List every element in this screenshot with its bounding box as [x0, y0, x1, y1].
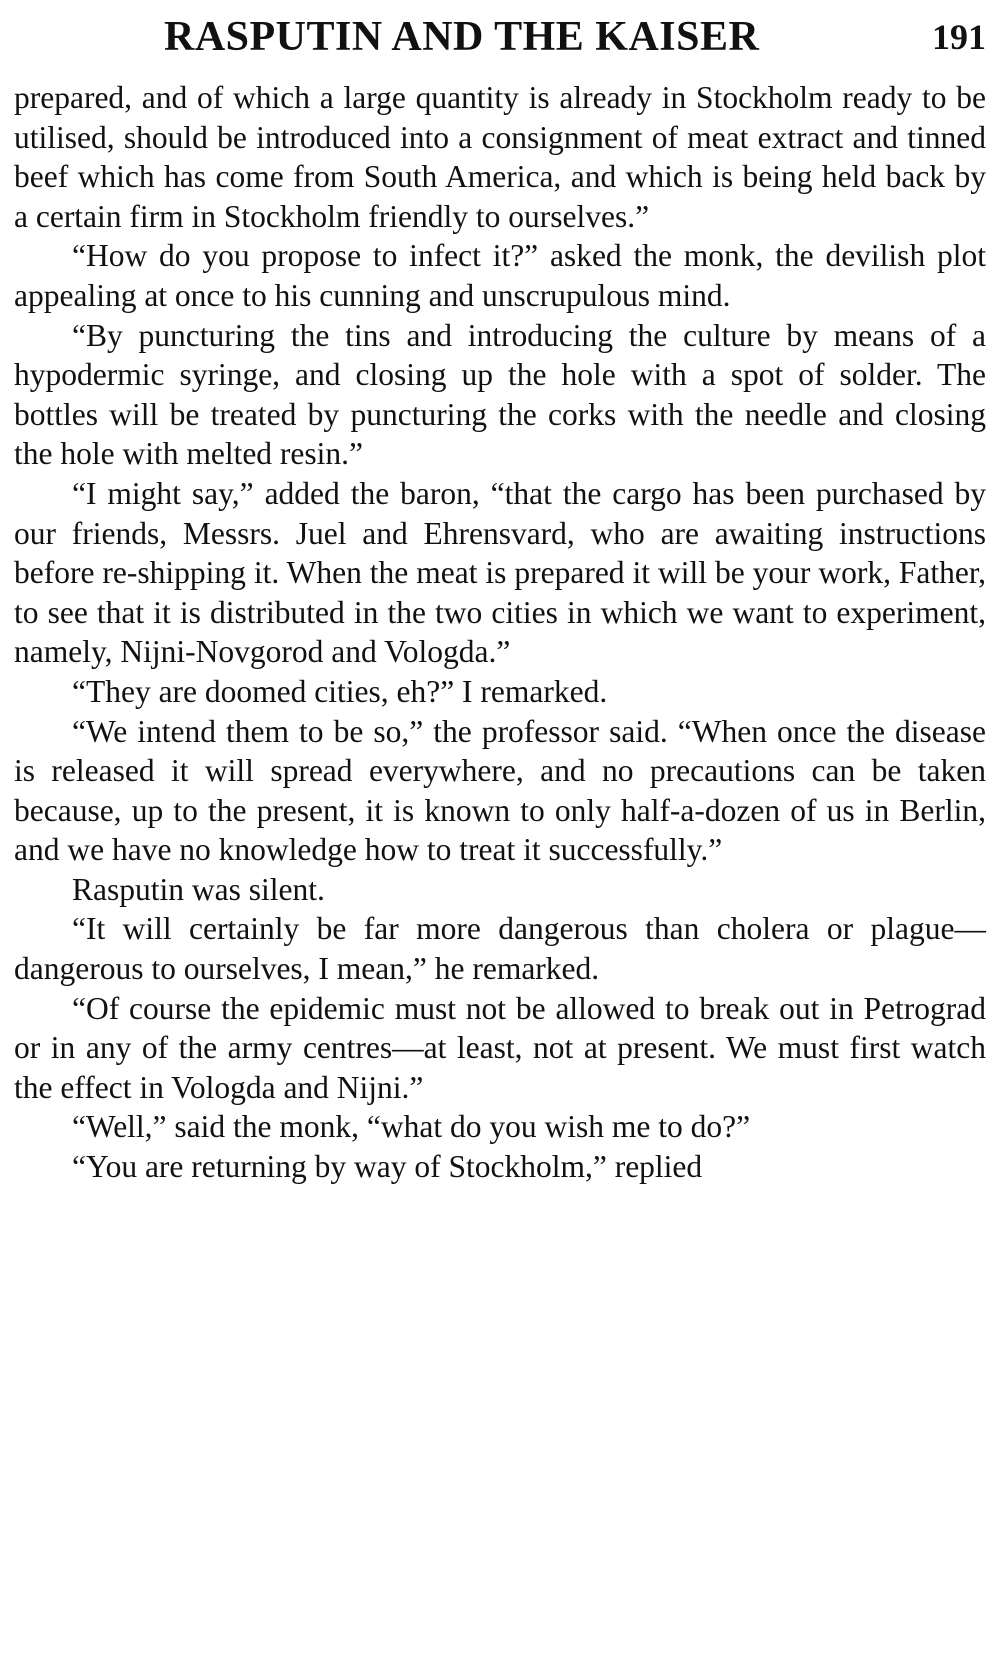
body-text [14, 78, 986, 1187]
paragraph: “We intend them to be so,” the professor said. “When once the disease is released it will spread everywhere, and no precautions can be taken because, up to the present, it is known to only half-a-dozen of us in Berlin, and we have no knowledge how to treat it successfully.” [14, 713, 986, 868]
paragraph: prepared, and of which a large quantity is already in Stockholm ready to be utilised, should be introduced into a consignment of meat extract and tinned beef which has come from South America, and which is being held back by a certain firm in Stockholm friendly to ourselves.” [14, 80, 986, 234]
paragraph: Rasputin was silent. [72, 871, 325, 907]
paragraph: “Well,” said the monk, “what do you wish me to do?” [72, 1109, 751, 1145]
paragraph: “It will certainly be far more dangerous than cholera or plague—dangerous to ourselves, I mean,” he remarked. [14, 911, 986, 987]
paragraph: “By puncturing the tins and introducing the culture by means of a hypodermic syringe, and closing up the hole with a spot of solder. The bottles will be treated by puncturing the corks with the needle and closing the hole with melted resin.” [14, 317, 986, 472]
running-head [14, 6, 986, 68]
paragraph: “I might say,” added the baron, “that the cargo has been purchased by our friends, Messrs. Juel and Ehrensvard, who are awaiting instructions before re-shipping it. When the meat is prepared it will be your work, Father, to see that it is distributed in the two cities in which we want to experiment, namely, Nijni-Novgorod and Vologda.” [14, 475, 986, 670]
paragraph: “Of course the epidemic must not be allowed to break out in Petrograd or in any of the army centres—at least, not at present. We must first watch the effect in Vologda and Nijni.” [14, 990, 986, 1105]
paragraph: “You are returning by way of Stockholm,” replied [72, 1149, 703, 1185]
page-number: 191 [932, 17, 986, 57]
paragraph: “They are doomed cities, eh?” I remarked. [72, 673, 608, 709]
paragraph: “How do you propose to infect it?” asked the monk, the devilish plot appealing at once to his cunning and unscrupulous mind. [14, 238, 986, 313]
running-title: RASPUTIN AND THE KAISER [164, 14, 760, 60]
